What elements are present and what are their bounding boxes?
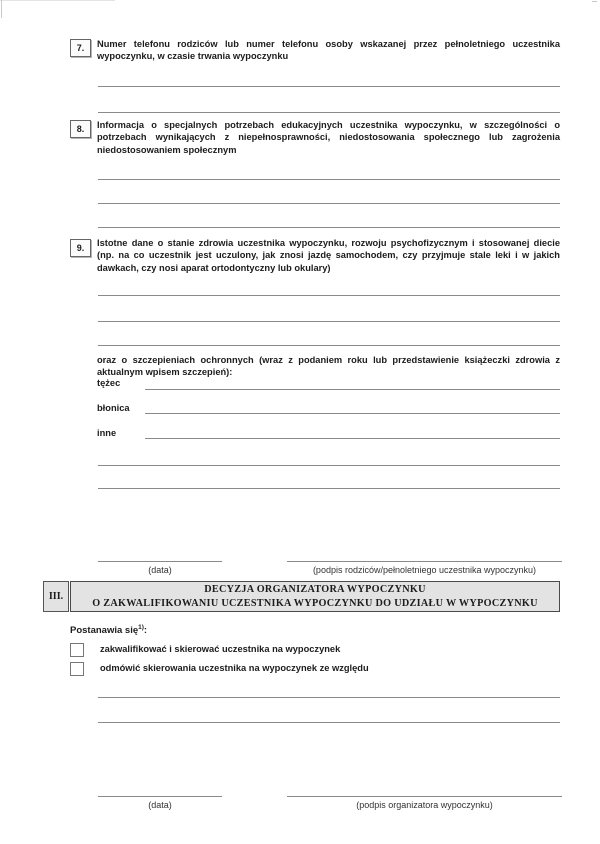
vaccination-label-tezec: tężec xyxy=(97,378,121,388)
organizer-signature-caption: (podpis organizatora wypoczynku) xyxy=(356,800,493,810)
decision-label: Postanawia się xyxy=(70,625,139,637)
item-9-write-line-3[interactable] xyxy=(98,345,560,346)
section-3-header xyxy=(70,581,560,612)
item-7-write-line-1[interactable] xyxy=(98,86,560,87)
extra-write-line-1[interactable] xyxy=(98,465,560,466)
item-7-text: Numer telefonu rodziców lub numer telefonu osoby wskazanej przez pełnoletniego uczestnika wypoczynku, w czasie trwania wypoczynku xyxy=(97,39,560,62)
vaccination-line-blonica[interactable] xyxy=(145,413,560,414)
item-7-number-label: 7. xyxy=(76,43,85,53)
vaccinations-intro: oraz o szczepieniach ochronnych (wraz z podaniem roku lub przedstawienie książeczki zdrowia z aktualnym wpisem szczepień): xyxy=(97,355,560,378)
scan-artifact-left xyxy=(1,0,2,18)
decision-write-line-1[interactable] xyxy=(98,697,560,698)
extra-write-line-2[interactable] xyxy=(98,488,560,489)
scan-artifact-top xyxy=(0,0,115,1)
section-3-number xyxy=(43,581,69,612)
section-3-number-label: III. xyxy=(48,591,64,602)
item-8-write-line-2[interactable] xyxy=(98,203,560,204)
participant-date-line[interactable] xyxy=(98,561,222,562)
checkbox-refuse-label: odmówić skierowania uczestnika na wypoczynek ze względu xyxy=(100,663,369,673)
participant-signature-line[interactable] xyxy=(287,561,562,562)
item-9-write-line-2[interactable] xyxy=(98,321,560,322)
organizer-date-caption: (data) xyxy=(148,800,172,810)
vaccination-label-blonica: błonica xyxy=(97,403,130,413)
section-3-title-line2: O ZAKWALIFIKOWANIU UCZESTNIKA WYPOCZYNKU DO UDZIAŁU W WYPOCZYNKU xyxy=(92,597,538,609)
participant-date-caption: (data) xyxy=(148,565,172,575)
item-8-text: Informacja o specjalnych potrzebach edukacyjnych uczestnika wypoczynku, w szczególności o potrzebach wynikających z niepełnosprawności, niedostosowania społecznego lub zagrożenia niedostosowaniem społecznym xyxy=(97,120,560,155)
participant-signature-caption: (podpis rodziców/pełnoletniego uczestnika wypoczynku) xyxy=(312,565,537,575)
decision-colon: : xyxy=(143,625,148,637)
vaccination-label-inne: inne xyxy=(97,428,117,438)
item-9-number-label: 9. xyxy=(76,243,85,253)
item-8-number-label: 8. xyxy=(76,124,85,134)
item-7-number xyxy=(70,39,91,57)
item-7-write-line-2[interactable] xyxy=(98,112,560,113)
scan-artifact-top-right xyxy=(592,1,597,2)
item-8-write-line-1[interactable] xyxy=(98,179,560,180)
organizer-date-line[interactable] xyxy=(98,796,222,797)
decision-footnote-ref: 1) xyxy=(138,624,144,631)
section-3-title-line1: DECYZJA ORGANIZATORA WYPOCZYNKU xyxy=(204,583,426,595)
item-8-write-line-3[interactable] xyxy=(98,227,560,228)
decision-statement xyxy=(70,624,147,636)
vaccination-line-tezec[interactable] xyxy=(145,389,560,390)
organizer-signature-line[interactable] xyxy=(287,796,562,797)
item-8-number xyxy=(70,120,91,138)
checkbox-refuse[interactable] xyxy=(70,662,84,676)
item-9-number xyxy=(70,239,91,257)
decision-write-line-2[interactable] xyxy=(98,722,560,723)
checkbox-qualify-label: zakwalifikować i skierować uczestnika na wypoczynek xyxy=(100,644,341,654)
item-9-text: Istotne dane o stanie zdrowia uczestnika wypoczynku, rozwoju psychofizycznym i stosowanej diecie (np. na co uczestnik jest uczulony, jak znosi jazdę samochodem, czy przyjmuje stale leki i w jakich dawkach, czy nosi aparat ortodontyczny lub okulary) xyxy=(97,238,560,273)
vaccination-line-inne[interactable] xyxy=(145,438,560,439)
item-9-write-line-1[interactable] xyxy=(98,295,560,296)
checkbox-qualify[interactable] xyxy=(70,643,84,657)
